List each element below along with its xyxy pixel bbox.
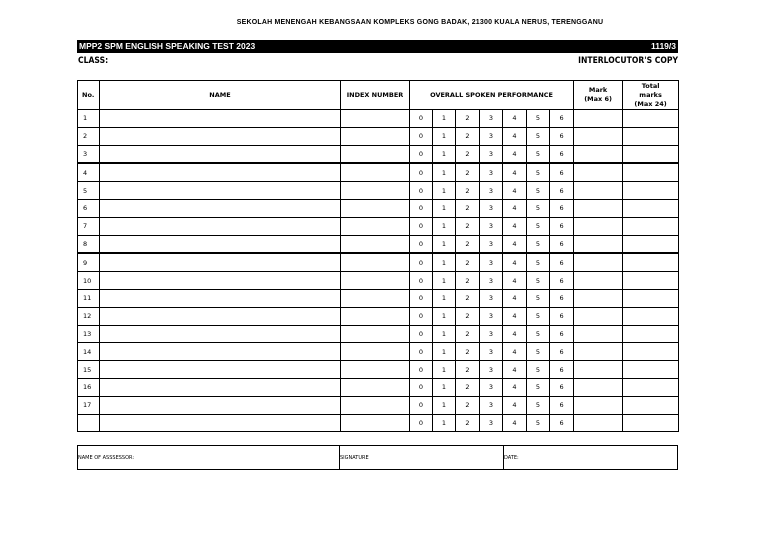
- header-total: [623, 81, 679, 110]
- score-option[interactable]: 6: [550, 199, 574, 217]
- index-number-cell[interactable]: [341, 217, 410, 235]
- score-option[interactable]: 3: [480, 343, 503, 361]
- score-option[interactable]: 2: [456, 325, 480, 343]
- mark-cell[interactable]: [574, 289, 623, 307]
- score-option[interactable]: 0: [410, 378, 433, 396]
- signature-field[interactable]: [340, 446, 504, 469]
- row-number: 3: [78, 145, 100, 163]
- signature-label: SIGNATURE: [340, 454, 369, 461]
- score-option[interactable]: 1: [433, 217, 456, 235]
- index-number-cell[interactable]: [341, 235, 410, 253]
- score-option[interactable]: 0: [410, 199, 433, 217]
- name-cell[interactable]: [100, 145, 341, 163]
- total-marks-cell[interactable]: [623, 378, 679, 396]
- score-option[interactable]: 3: [480, 199, 503, 217]
- header-mark-line2: (Max 6): [584, 95, 612, 103]
- score-option[interactable]: 4: [503, 217, 527, 235]
- score-option[interactable]: 2: [456, 217, 480, 235]
- score-option[interactable]: 2: [456, 235, 480, 253]
- mark-cell[interactable]: [574, 378, 623, 396]
- total-marks-cell[interactable]: [623, 145, 679, 163]
- index-number-cell[interactable]: [341, 199, 410, 217]
- score-option[interactable]: 1: [433, 253, 456, 271]
- header-total-line2: marks: [639, 90, 662, 99]
- total-marks-cell[interactable]: [623, 217, 679, 235]
- score-option[interactable]: 5: [527, 378, 550, 396]
- index-number-cell[interactable]: [341, 163, 410, 181]
- score-option[interactable]: 0: [410, 110, 433, 128]
- score-option[interactable]: 2: [456, 396, 480, 414]
- name-cell[interactable]: [100, 253, 341, 271]
- score-option[interactable]: 2: [456, 289, 480, 307]
- total-marks-cell[interactable]: [623, 325, 679, 343]
- score-option[interactable]: 1: [433, 163, 456, 181]
- table-header-row: [78, 81, 679, 110]
- score-option[interactable]: 2: [456, 127, 480, 145]
- table-row: [78, 343, 679, 361]
- score-option[interactable]: 3: [480, 289, 503, 307]
- score-option[interactable]: 6: [550, 217, 574, 235]
- row-number: 14: [78, 343, 100, 361]
- index-number-cell[interactable]: [341, 378, 410, 396]
- score-option[interactable]: 0: [410, 182, 433, 200]
- table-row: [78, 361, 679, 379]
- index-number-cell[interactable]: [341, 414, 410, 432]
- score-option[interactable]: 2: [456, 253, 480, 271]
- score-option[interactable]: 0: [410, 289, 433, 307]
- score-option[interactable]: 5: [527, 199, 550, 217]
- name-cell[interactable]: [100, 163, 341, 181]
- header-index-number: INDEX NUMBER: [341, 81, 410, 110]
- score-option[interactable]: 3: [480, 307, 503, 325]
- mark-cell[interactable]: [574, 163, 623, 181]
- score-option[interactable]: 3: [480, 253, 503, 271]
- index-number-cell[interactable]: [341, 343, 410, 361]
- score-option[interactable]: 4: [503, 289, 527, 307]
- row-number: 9: [78, 253, 100, 271]
- table-row: [78, 414, 679, 432]
- score-option[interactable]: 6: [550, 127, 574, 145]
- score-option[interactable]: 6: [550, 235, 574, 253]
- total-marks-cell[interactable]: [623, 163, 679, 181]
- score-option[interactable]: 2: [456, 110, 480, 128]
- header-no: No.: [78, 81, 100, 110]
- score-option[interactable]: 0: [410, 414, 433, 432]
- score-option[interactable]: 5: [527, 163, 550, 181]
- test-title-bar: [77, 40, 678, 53]
- score-option[interactable]: 5: [527, 361, 550, 379]
- score-option[interactable]: 0: [410, 253, 433, 271]
- mark-cell[interactable]: [574, 127, 623, 145]
- copy-label: INTERLOCUTOR'S COPY: [578, 56, 678, 66]
- score-option[interactable]: 3: [480, 378, 503, 396]
- score-option[interactable]: 0: [410, 272, 433, 290]
- total-marks-cell[interactable]: [623, 235, 679, 253]
- score-option[interactable]: 1: [433, 110, 456, 128]
- name-cell[interactable]: [100, 217, 341, 235]
- total-marks-cell[interactable]: [623, 307, 679, 325]
- assessor-name-label: NAME OF ASSSESSOR:: [78, 454, 135, 461]
- index-number-cell[interactable]: [341, 110, 410, 128]
- score-option[interactable]: 4: [503, 235, 527, 253]
- name-cell[interactable]: [100, 378, 341, 396]
- score-option[interactable]: 3: [480, 396, 503, 414]
- score-option[interactable]: 5: [527, 343, 550, 361]
- score-option[interactable]: 3: [480, 182, 503, 200]
- score-option[interactable]: 4: [503, 253, 527, 271]
- score-option[interactable]: 5: [527, 127, 550, 145]
- score-option[interactable]: 3: [480, 272, 503, 290]
- table-row: [78, 110, 679, 128]
- score-option[interactable]: 4: [503, 182, 527, 200]
- class-label: CLASS:: [78, 56, 109, 66]
- score-option[interactable]: 0: [410, 235, 433, 253]
- row-number: 13: [78, 325, 100, 343]
- row-number: 16: [78, 378, 100, 396]
- score-option[interactable]: 0: [410, 396, 433, 414]
- row-number: 4: [78, 163, 100, 181]
- score-option[interactable]: 4: [503, 414, 527, 432]
- score-option[interactable]: 0: [410, 145, 433, 163]
- score-option[interactable]: 1: [433, 199, 456, 217]
- name-cell[interactable]: [100, 307, 341, 325]
- row-number: 6: [78, 199, 100, 217]
- score-option[interactable]: 4: [503, 110, 527, 128]
- index-number-cell[interactable]: [341, 145, 410, 163]
- total-marks-cell[interactable]: [623, 110, 679, 128]
- score-option[interactable]: 2: [456, 182, 480, 200]
- score-option[interactable]: 6: [550, 361, 574, 379]
- index-number-cell[interactable]: [341, 325, 410, 343]
- score-option[interactable]: 6: [550, 414, 574, 432]
- index-number-cell[interactable]: [341, 307, 410, 325]
- score-option[interactable]: 6: [550, 163, 574, 181]
- total-marks-cell[interactable]: [623, 289, 679, 307]
- paper-code: 1119/3: [650, 41, 676, 51]
- score-option[interactable]: 4: [503, 145, 527, 163]
- score-option[interactable]: 0: [410, 217, 433, 235]
- mark-cell[interactable]: [574, 361, 623, 379]
- score-option[interactable]: 1: [433, 325, 456, 343]
- score-option[interactable]: 1: [433, 361, 456, 379]
- score-option[interactable]: 5: [527, 325, 550, 343]
- score-option[interactable]: 3: [480, 127, 503, 145]
- score-option[interactable]: 6: [550, 289, 574, 307]
- score-option[interactable]: 5: [527, 396, 550, 414]
- assessor-name-field[interactable]: [78, 446, 340, 469]
- score-option[interactable]: 3: [480, 361, 503, 379]
- mark-cell[interactable]: [574, 182, 623, 200]
- table-row: [78, 289, 679, 307]
- score-option[interactable]: 2: [456, 272, 480, 290]
- mark-cell[interactable]: [574, 253, 623, 271]
- score-option[interactable]: 3: [480, 163, 503, 181]
- table-row: [78, 253, 679, 271]
- row-number: 8: [78, 235, 100, 253]
- row-number: 7: [78, 217, 100, 235]
- name-cell[interactable]: [100, 235, 341, 253]
- name-cell[interactable]: [100, 343, 341, 361]
- header-overall-performance: OVERALL SPOKEN PERFORMANCE: [410, 81, 574, 110]
- row-number: [78, 414, 100, 432]
- score-option[interactable]: 5: [527, 253, 550, 271]
- total-marks-cell[interactable]: [623, 199, 679, 217]
- name-cell[interactable]: [100, 361, 341, 379]
- mark-cell[interactable]: [574, 272, 623, 290]
- score-option[interactable]: 1: [433, 182, 456, 200]
- total-marks-cell[interactable]: [623, 414, 679, 432]
- score-option[interactable]: 5: [527, 307, 550, 325]
- total-marks-cell[interactable]: [623, 272, 679, 290]
- table-row: [78, 235, 679, 253]
- score-option[interactable]: 5: [527, 182, 550, 200]
- row-number: 2: [78, 127, 100, 145]
- table-row: [78, 378, 679, 396]
- score-option[interactable]: 2: [456, 414, 480, 432]
- mark-cell[interactable]: [574, 307, 623, 325]
- score-option[interactable]: 0: [410, 361, 433, 379]
- table-row: [78, 307, 679, 325]
- name-cell[interactable]: [100, 325, 341, 343]
- score-option[interactable]: 6: [550, 378, 574, 396]
- assessor-footer: [77, 445, 678, 470]
- score-option[interactable]: 4: [503, 396, 527, 414]
- score-option[interactable]: 0: [410, 343, 433, 361]
- score-option[interactable]: 4: [503, 325, 527, 343]
- mark-cell[interactable]: [574, 235, 623, 253]
- score-option[interactable]: 1: [433, 145, 456, 163]
- mark-cell[interactable]: [574, 145, 623, 163]
- header-total-line1: Total: [641, 81, 660, 90]
- table-row: [78, 145, 679, 163]
- table-row: [78, 217, 679, 235]
- total-marks-cell[interactable]: [623, 182, 679, 200]
- table-row: [78, 199, 679, 217]
- score-option[interactable]: 6: [550, 325, 574, 343]
- score-option[interactable]: 2: [456, 378, 480, 396]
- index-number-cell[interactable]: [341, 396, 410, 414]
- score-option[interactable]: 4: [503, 272, 527, 290]
- score-option[interactable]: 1: [433, 414, 456, 432]
- name-cell[interactable]: [100, 127, 341, 145]
- score-table: [77, 80, 679, 432]
- score-option[interactable]: 6: [550, 110, 574, 128]
- name-cell[interactable]: [100, 289, 341, 307]
- row-number: 5: [78, 182, 100, 200]
- mark-cell[interactable]: [574, 199, 623, 217]
- score-option[interactable]: 1: [433, 127, 456, 145]
- score-option[interactable]: 1: [433, 396, 456, 414]
- name-cell[interactable]: [100, 110, 341, 128]
- header-name: NAME: [100, 81, 341, 110]
- score-option[interactable]: 5: [527, 110, 550, 128]
- header-total-line3: (Max 24): [634, 99, 667, 108]
- score-option[interactable]: 5: [527, 235, 550, 253]
- score-option[interactable]: 4: [503, 127, 527, 145]
- score-option[interactable]: 3: [480, 217, 503, 235]
- mark-cell[interactable]: [574, 414, 623, 432]
- row-number: 11: [78, 289, 100, 307]
- score-option[interactable]: 3: [480, 414, 503, 432]
- score-option[interactable]: 5: [527, 145, 550, 163]
- score-option[interactable]: 4: [503, 163, 527, 181]
- test-title: MPP2 SPM ENGLISH SPEAKING TEST 2023: [79, 41, 256, 51]
- score-option[interactable]: 6: [550, 145, 574, 163]
- score-option[interactable]: 4: [503, 307, 527, 325]
- name-cell[interactable]: [100, 396, 341, 414]
- table-row: [78, 325, 679, 343]
- score-option[interactable]: 4: [503, 361, 527, 379]
- row-number: 12: [78, 307, 100, 325]
- row-number: 15: [78, 361, 100, 379]
- table-row: [78, 163, 679, 181]
- score-option[interactable]: 3: [480, 145, 503, 163]
- score-option[interactable]: 0: [410, 307, 433, 325]
- mark-cell[interactable]: [574, 396, 623, 414]
- index-number-cell[interactable]: [341, 127, 410, 145]
- score-option[interactable]: 4: [503, 343, 527, 361]
- score-option[interactable]: 2: [456, 307, 480, 325]
- score-option[interactable]: 6: [550, 272, 574, 290]
- score-option[interactable]: 5: [527, 272, 550, 290]
- name-cell[interactable]: [100, 199, 341, 217]
- total-marks-cell[interactable]: [623, 253, 679, 271]
- score-option[interactable]: 2: [456, 343, 480, 361]
- score-option[interactable]: 2: [456, 199, 480, 217]
- table-row: [78, 272, 679, 290]
- header-mark: [574, 81, 623, 110]
- score-option[interactable]: 4: [503, 378, 527, 396]
- score-option[interactable]: 0: [410, 163, 433, 181]
- header-mark-line1: Mark: [588, 86, 608, 94]
- row-number: 10: [78, 272, 100, 290]
- score-option[interactable]: 3: [480, 235, 503, 253]
- mark-cell[interactable]: [574, 343, 623, 361]
- table-row: [78, 396, 679, 414]
- date-label: DATE:: [504, 454, 519, 461]
- date-field[interactable]: [504, 446, 677, 469]
- table-row: [78, 127, 679, 145]
- score-option[interactable]: 2: [456, 163, 480, 181]
- score-option[interactable]: 1: [433, 289, 456, 307]
- score-option[interactable]: 2: [456, 145, 480, 163]
- score-option[interactable]: 5: [527, 414, 550, 432]
- index-number-cell[interactable]: [341, 253, 410, 271]
- score-option[interactable]: 1: [433, 378, 456, 396]
- score-option[interactable]: 1: [433, 272, 456, 290]
- score-option[interactable]: 1: [433, 343, 456, 361]
- score-option[interactable]: 5: [527, 217, 550, 235]
- score-option[interactable]: 2: [456, 361, 480, 379]
- score-option[interactable]: 0: [410, 127, 433, 145]
- table-row: [78, 182, 679, 200]
- score-option[interactable]: 6: [550, 182, 574, 200]
- index-number-cell[interactable]: [341, 361, 410, 379]
- name-cell[interactable]: [100, 182, 341, 200]
- score-option[interactable]: 6: [550, 396, 574, 414]
- mark-cell[interactable]: [574, 217, 623, 235]
- school-name: SEKOLAH MENENGAH KEBANGSAAN KOMPLEKS GONG BADAK, 21300 KUALA NERUS, TERENGGANU: [236, 19, 604, 26]
- score-option[interactable]: 3: [480, 110, 503, 128]
- score-option[interactable]: 4: [503, 199, 527, 217]
- row-number: 17: [78, 396, 100, 414]
- mark-cell[interactable]: [574, 325, 623, 343]
- score-option[interactable]: 0: [410, 325, 433, 343]
- total-marks-cell[interactable]: [623, 361, 679, 379]
- score-option[interactable]: 6: [550, 307, 574, 325]
- name-cell[interactable]: [100, 272, 341, 290]
- total-marks-cell[interactable]: [623, 343, 679, 361]
- index-number-cell[interactable]: [341, 289, 410, 307]
- name-cell[interactable]: [100, 414, 341, 432]
- row-number: 1: [78, 110, 100, 128]
- score-option[interactable]: 6: [550, 343, 574, 361]
- index-number-cell[interactable]: [341, 272, 410, 290]
- score-option[interactable]: 1: [433, 235, 456, 253]
- score-option[interactable]: 3: [480, 325, 503, 343]
- total-marks-cell[interactable]: [623, 396, 679, 414]
- index-number-cell[interactable]: [341, 182, 410, 200]
- score-option[interactable]: 1: [433, 307, 456, 325]
- score-option[interactable]: 6: [550, 253, 574, 271]
- mark-cell[interactable]: [574, 110, 623, 128]
- score-option[interactable]: 5: [527, 289, 550, 307]
- total-marks-cell[interactable]: [623, 127, 679, 145]
